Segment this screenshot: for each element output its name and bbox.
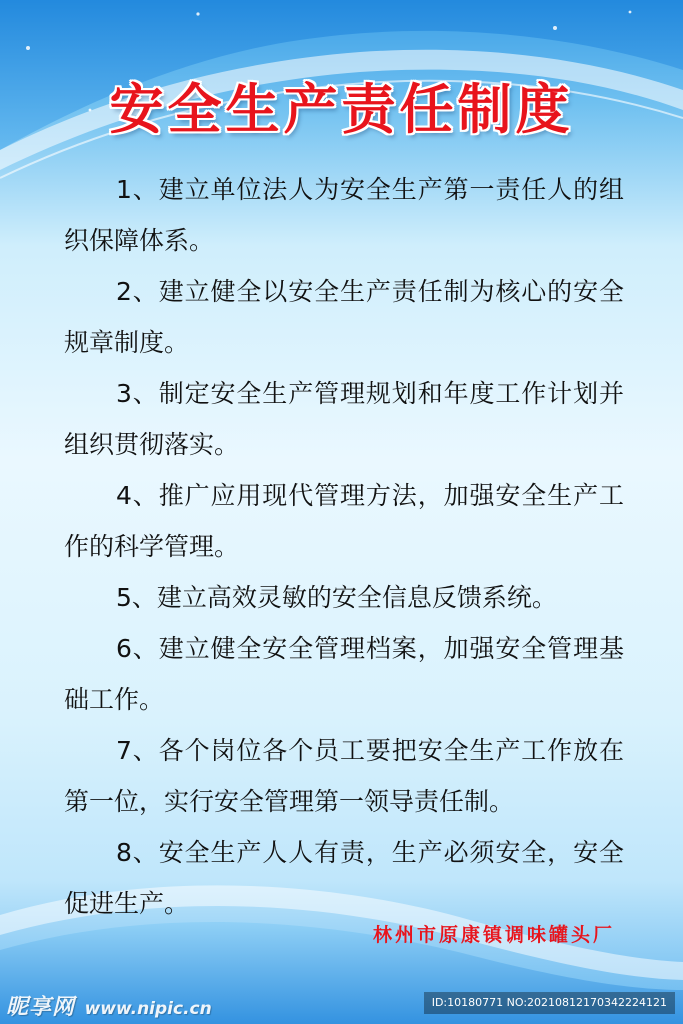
regulation-item-4: 4、推广应用现代管理方法，加强安全生产工作的科学管理。 <box>64 481 624 561</box>
regulation-item-8: 8、安全生产人人有责，生产必须安全，安全促进生产。 <box>64 838 624 918</box>
watermark-brand <box>6 990 212 1021</box>
regulation-item-5: 5、建立高效灵敏的安全信息反馈系统。 <box>116 583 557 612</box>
regulation-item-2: 2、建立健全以安全生产责任制为核心的安全规章制度。 <box>64 277 624 357</box>
poster-title: 安全生产责任制度 <box>109 78 574 141</box>
watermark-url: www.nipic.cn <box>84 999 212 1019</box>
regulation-item-6: 6、建立健全安全管理档案，加强安全管理基础工作。 <box>64 634 624 714</box>
regulation-list <box>64 164 624 929</box>
watermark-brand-name: 昵享网 <box>6 995 76 1020</box>
company-name: 林州市原康镇调味罐头厂 <box>372 924 615 946</box>
regulation-item-3: 3、制定安全生产管理规划和年度工作计划并组织贯彻落实。 <box>64 379 624 459</box>
watermark-id: ID:10180771 NO:20210812170342224121 <box>424 992 675 1014</box>
regulation-item-7: 7、各个岗位各个员工要把安全生产工作放在第一位，实行安全管理第一领导责任制。 <box>64 736 624 816</box>
regulation-item-1: 1、建立单位法人为安全生产第一责任人的组织保障体系。 <box>64 175 624 255</box>
